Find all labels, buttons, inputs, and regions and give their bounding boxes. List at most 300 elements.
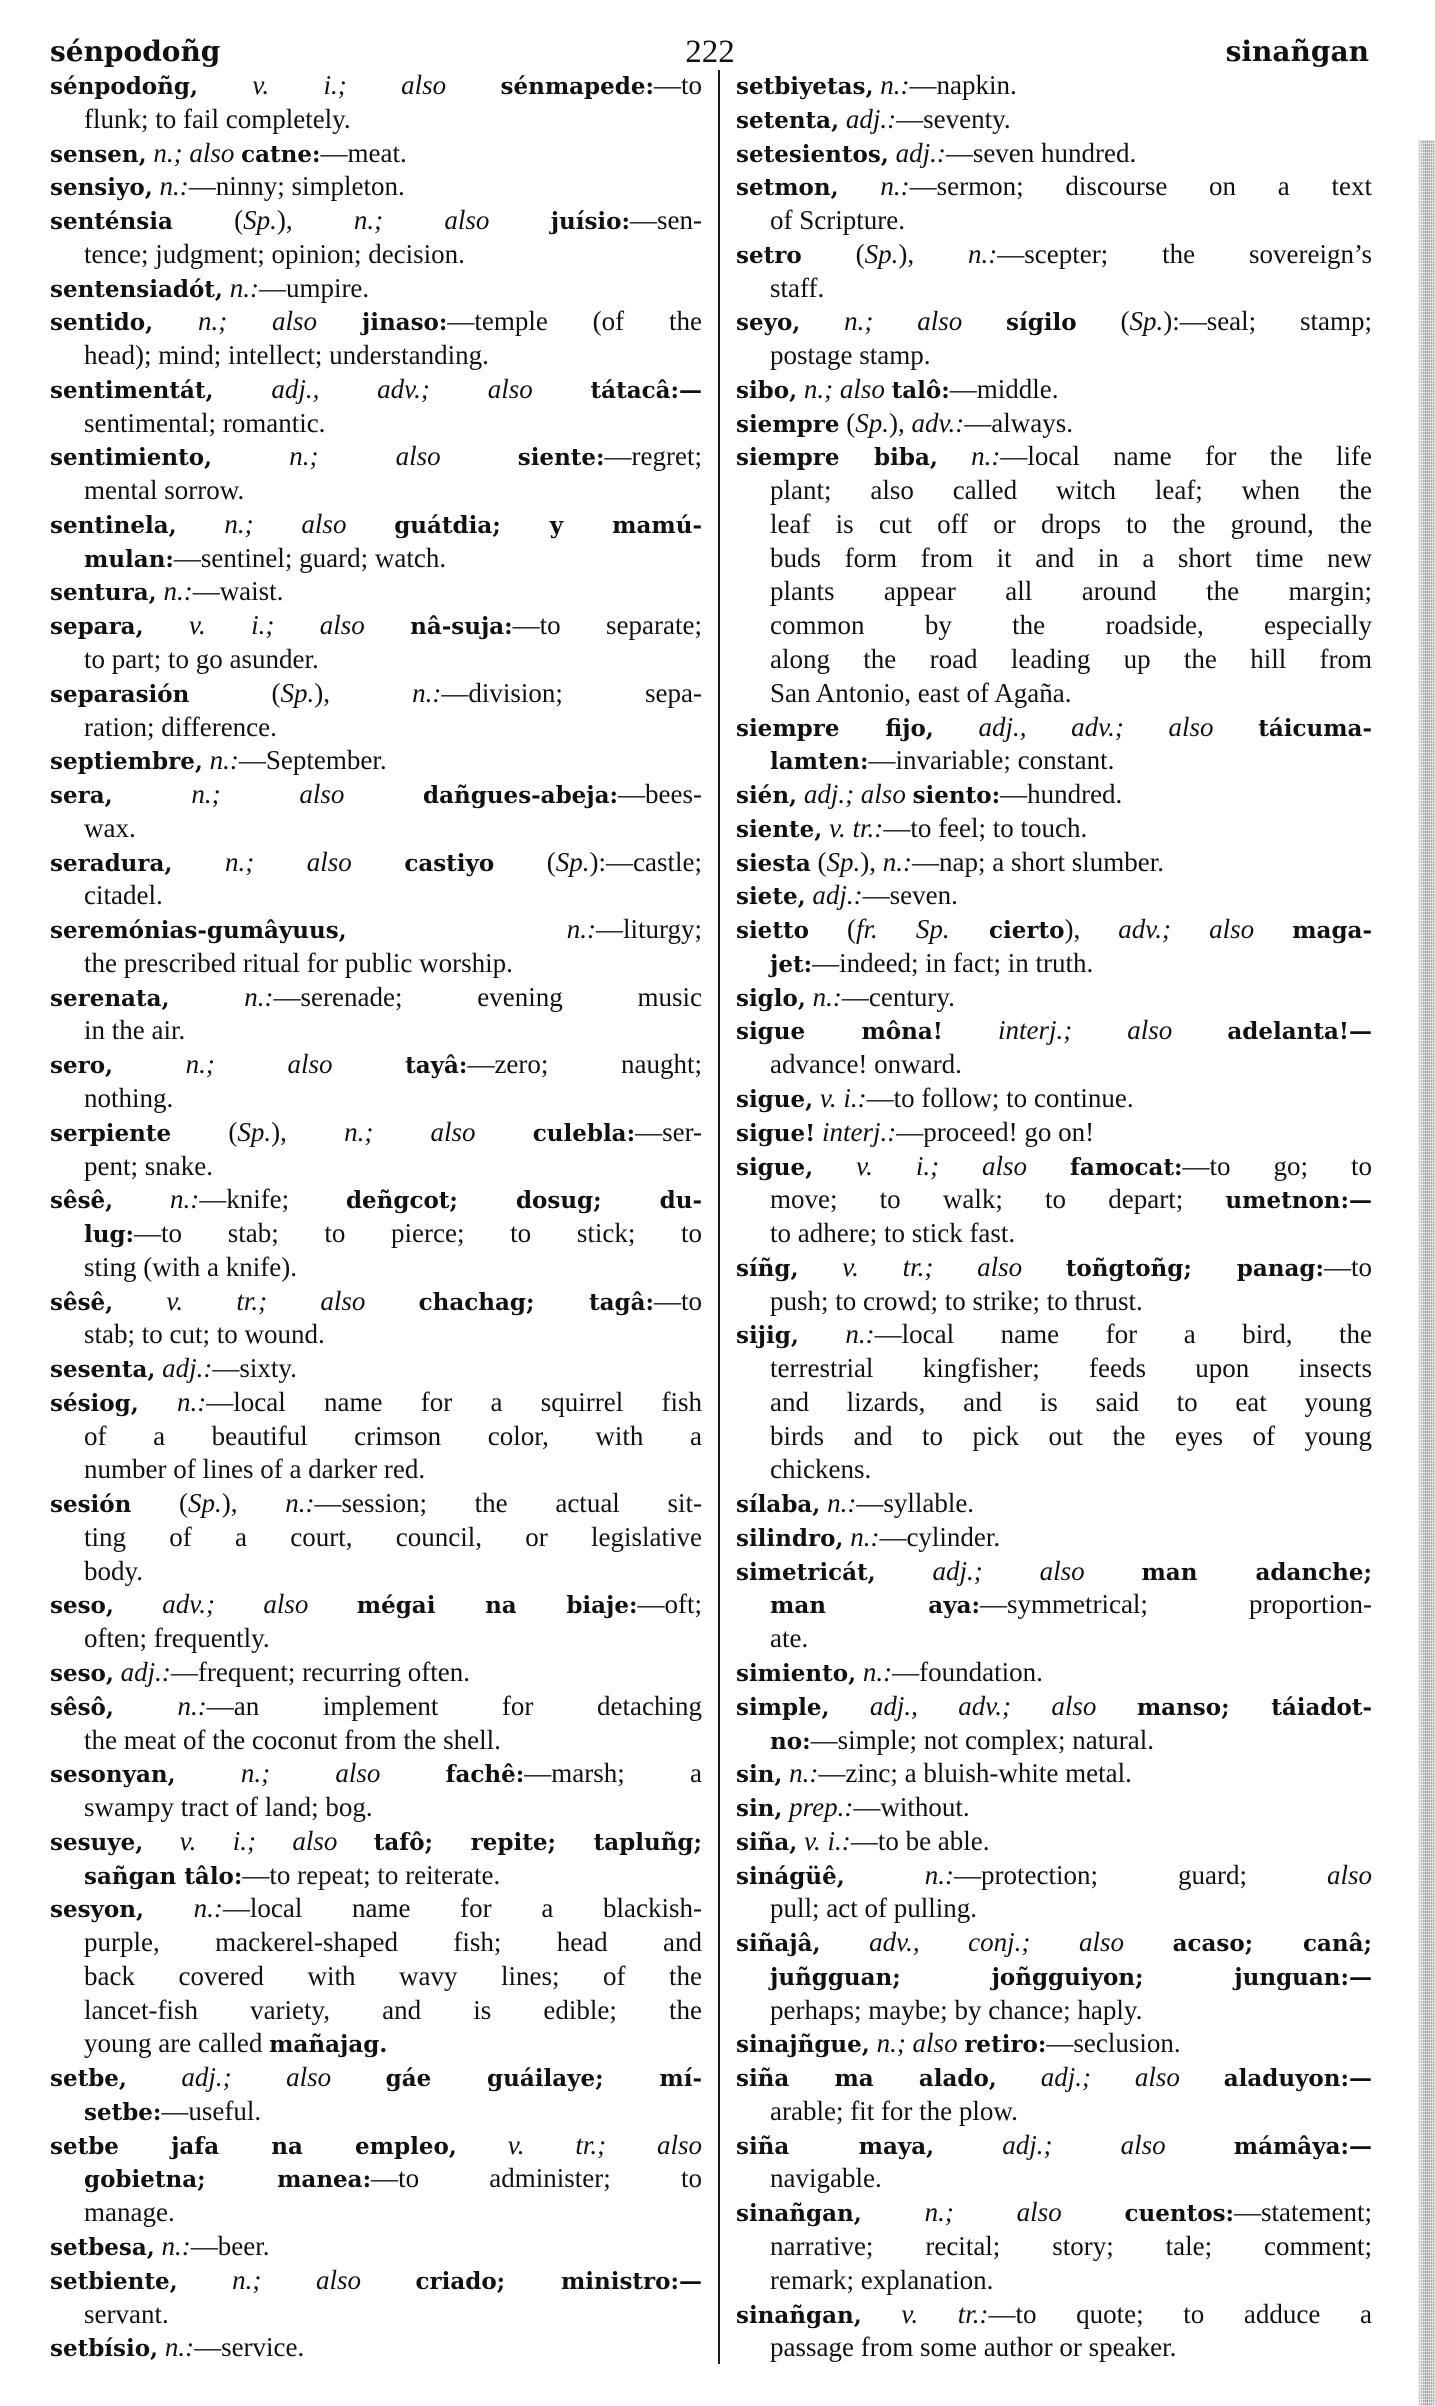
definition-text: ( <box>494 846 556 877</box>
definition-text: staff. <box>770 272 825 303</box>
definition-text: push; to crowd; to strike; to thrust. <box>770 1285 1143 1316</box>
entry-continuation-line <box>736 1217 1372 1251</box>
headword: sénpodoñg, <box>50 73 198 100</box>
definition-text: —bees- <box>618 779 702 810</box>
dictionary-entry <box>736 1318 1372 1487</box>
entry-continuation-line <box>50 474 702 508</box>
headword: seso, <box>50 1659 114 1687</box>
dictionary-entry <box>736 981 1372 1015</box>
grammar-label: v. i.; also <box>197 70 501 100</box>
bold-term: famocat: <box>1070 1153 1183 1181</box>
bold-term: fachê: <box>445 1761 525 1789</box>
dictionary-entry <box>736 913 1372 981</box>
entry-continuation-line <box>50 2196 702 2230</box>
definition-text: —local name for a blackish- <box>222 1893 702 1924</box>
dictionary-entry <box>50 1116 702 1184</box>
definition-text: number of lines of a darker red. <box>84 1454 426 1485</box>
grammar-label: n.: <box>154 2231 191 2261</box>
definition-text: leaf is cut off or drops to the ground, the <box>770 508 1372 539</box>
definition-text: —to quote; to adduce a <box>988 2298 1372 2329</box>
definition-text: terrestrial kingfisher; feeds upon insects <box>770 1353 1372 1384</box>
definition-text: ( <box>131 1488 189 1519</box>
dictionary-entry <box>736 103 1372 137</box>
dictionary-entry <box>50 2129 702 2230</box>
bold-term: acaso; canâ; <box>1172 1930 1372 1958</box>
bold-term: lamten: <box>770 748 869 776</box>
bold-term: criado; ministro:— <box>415 2267 702 2295</box>
definition-text: pent; snake. <box>84 1150 213 1181</box>
bold-term: man adanche; <box>1141 1558 1372 1586</box>
entry-continuation-line <box>50 1960 702 1994</box>
entry-continuation-line <box>50 407 702 441</box>
grammar-label: v. tr.; also <box>456 2129 702 2160</box>
entry-continuation-line <box>50 1791 702 1825</box>
dictionary-entry <box>736 1014 1372 1082</box>
definition-text: to part; to go asunder. <box>84 644 319 675</box>
entry-first-line <box>50 1825 702 1859</box>
entry-first-line <box>50 170 702 204</box>
headword: siglo, <box>736 984 806 1012</box>
grammar-label: adj.: <box>155 1353 213 1384</box>
grammar-label: Sp. <box>855 407 889 438</box>
dictionary-entry <box>50 1588 702 1656</box>
entry-continuation-line <box>50 1555 702 1589</box>
definition-text: ( <box>189 677 281 708</box>
dictionary-entry <box>736 1859 1372 1927</box>
definition-text: wax. <box>84 812 136 843</box>
definition-text: —session; the actual sit- <box>314 1488 702 1519</box>
headword: sinañgan, <box>736 2200 862 2228</box>
dictionary-entry <box>736 812 1372 846</box>
definition-text: —service. <box>194 2332 305 2363</box>
headword: sietto <box>736 917 809 945</box>
page-edge-shadow <box>1418 140 1435 2406</box>
headword: setbiente, <box>50 2267 178 2295</box>
grammar-label: Sp. <box>864 238 899 269</box>
bold-term: cierto <box>949 917 1065 945</box>
dictionary-entry <box>50 1825 702 1893</box>
entry-first-line <box>736 879 1372 913</box>
grammar-label: n.: <box>882 846 913 877</box>
grammar-label: v. i.: <box>813 1082 867 1113</box>
entry-continuation-line <box>50 1014 702 1048</box>
entry-first-line <box>736 812 1372 846</box>
headword: seremónias-gumâyuus, <box>50 917 347 945</box>
entry-continuation-line <box>50 1994 702 2028</box>
definition-text: arable; fit for the plow. <box>770 2095 1018 2126</box>
bold-term: talô: <box>891 376 950 404</box>
definition-text: —division; sepa- <box>441 677 702 708</box>
definition-text: ):—castle; <box>589 846 702 877</box>
bold-term: toñgtoñg; panag: <box>1065 1254 1324 1282</box>
entry-continuation-line <box>736 204 1372 238</box>
grammar-label: n.: <box>937 441 1001 472</box>
grammar-label: n.: <box>169 981 274 1012</box>
entry-continuation-line <box>736 272 1372 306</box>
definition-text: —to follow; to continue. <box>866 1082 1134 1113</box>
dictionary-entry <box>736 1150 1372 1251</box>
headword: setbe, <box>50 2065 127 2093</box>
dictionary-entry <box>736 305 1372 373</box>
entry-continuation-line <box>736 2162 1372 2196</box>
definition-text: the prescribed ritual for public worship. <box>84 947 513 978</box>
grammar-label: adj.: <box>805 880 863 911</box>
dictionary-entry <box>736 2298 1372 2366</box>
entry-first-line <box>736 1116 1372 1150</box>
definition-text: —zinc; a bluish-white metal. <box>818 1758 1132 1789</box>
definition-text: ( <box>172 205 244 236</box>
definition-text: plant; also called witch leaf; when the <box>770 475 1372 506</box>
entry-first-line <box>50 305 702 339</box>
grammar-label: n.; also <box>172 846 405 877</box>
grammar-label: adv.: <box>911 407 965 438</box>
headword: sera, <box>50 782 113 810</box>
entry-first-line <box>736 103 1372 137</box>
grammar-label: adj., adv.; also <box>933 711 1259 742</box>
bold-term: umetnon:— <box>1225 1187 1372 1215</box>
dictionary-entry <box>736 1555 1372 1656</box>
grammar-label: Sp. <box>826 846 861 877</box>
grammar-label: Sp. <box>1129 306 1164 337</box>
entry-first-line <box>736 2196 1372 2230</box>
guide-word-right: sinañgan <box>1225 35 1369 68</box>
headword: setbesa, <box>50 2234 155 2261</box>
headword: separasión <box>50 680 190 708</box>
headword: siña ma alado, <box>736 2065 997 2093</box>
definition-text: move; to walk; to depart; <box>770 1184 1226 1215</box>
entry-continuation-line <box>736 575 1372 609</box>
entry-first-line <box>736 440 1372 474</box>
dictionary-entry <box>50 508 702 576</box>
entry-first-line <box>736 1825 1372 1859</box>
entry-continuation-line <box>50 1318 702 1352</box>
definition-text: nothing. <box>84 1082 174 1113</box>
entry-first-line <box>736 913 1372 947</box>
grammar-label: n.: <box>805 981 842 1012</box>
definition-text: —meat. <box>320 137 407 168</box>
bold-term: manso; táiadot- <box>1136 1693 1372 1721</box>
entry-continuation-line <box>736 1183 1372 1217</box>
definition-text: remark; explanation. <box>770 2264 994 2295</box>
grammar-label: n.; also <box>869 2028 965 2059</box>
bold-term: sénmapede: <box>500 73 654 100</box>
grammar-label: v. i.; also <box>143 610 411 641</box>
bold-term: mégai na biaje: <box>356 1592 638 1620</box>
entry-continuation-line <box>736 1048 1372 1082</box>
bold-term: deñgcot; dosug; du- <box>345 1187 702 1215</box>
headword: siente, <box>736 815 823 843</box>
dictionary-entry <box>50 137 702 171</box>
entry-first-line <box>50 440 702 474</box>
entry-first-line <box>50 575 702 609</box>
entry-first-line <box>50 1352 702 1386</box>
bold-term: maga- <box>1292 917 1372 945</box>
definition-text: —sentinel; guard; watch. <box>173 542 447 573</box>
dictionary-entry <box>50 1183 702 1284</box>
entry-continuation-line <box>50 1926 702 1960</box>
headword: siña, <box>736 1828 798 1856</box>
definition-text: —ser- <box>635 1116 702 1147</box>
grammar-label: v. i.; also <box>143 1825 374 1856</box>
bold-term: juísio: <box>550 208 631 236</box>
entry-first-line <box>736 69 1372 103</box>
bold-term: setbe: <box>84 2098 162 2126</box>
definition-text: narrative; recital; story; tale; comment; <box>770 2231 1372 2261</box>
definition-text: —syllable. <box>856 1488 975 1519</box>
entry-continuation-line <box>736 744 1372 778</box>
grammar-label: n.: <box>843 1521 880 1552</box>
grammar-label: adj.; also <box>934 2129 1234 2160</box>
definition-text: —to <box>653 70 702 100</box>
grammar-label: n.; also <box>153 306 362 337</box>
entry-continuation-line <box>736 1994 1372 2028</box>
headword: seradura, <box>50 849 173 877</box>
definition-text: sentimental; romantic. <box>84 407 326 438</box>
grammar-label: also <box>1326 1859 1372 1890</box>
entry-continuation-line <box>736 1892 1372 1926</box>
grammar-label: v. tr.; also <box>113 1285 419 1316</box>
grammar-label: n.: <box>844 1859 955 1890</box>
grammar-label: n.: <box>782 1758 819 1789</box>
grammar-label: Sp. <box>237 1116 272 1147</box>
headword: síñg, <box>736 1254 799 1282</box>
entry-first-line <box>50 1386 702 1420</box>
headword: sílaba, <box>736 1491 821 1519</box>
grammar-label: n.: <box>222 272 259 303</box>
entry-first-line <box>50 2129 702 2163</box>
entry-continuation-line <box>50 103 702 137</box>
dictionary-entry <box>50 913 702 981</box>
definition-text: ), <box>860 846 883 877</box>
bold-term: no: <box>770 1727 811 1755</box>
bold-term: nâ-suja: <box>410 613 513 641</box>
grammar-label: n.; also <box>353 205 551 236</box>
entry-continuation-line <box>50 2162 702 2196</box>
headword: simetricát, <box>736 1558 876 1586</box>
dictionary-entry <box>50 2061 702 2129</box>
headword: sentura, <box>50 579 157 607</box>
headword: setbísio, <box>50 2335 159 2363</box>
entry-first-line <box>736 1555 1372 1589</box>
definition-text: —marsh; a <box>524 1758 702 1789</box>
definition-text: —indeed; in fact; in truth. <box>812 947 1094 978</box>
headword: seso, <box>50 1592 114 1620</box>
entry-first-line <box>50 1656 702 1690</box>
entry-continuation-line <box>736 643 1372 677</box>
entry-continuation-line <box>50 879 702 913</box>
grammar-label: n.; also <box>112 779 424 810</box>
definition-text: —beer. <box>190 2231 270 2261</box>
entry-first-line <box>50 744 702 778</box>
entry-continuation-line <box>736 1960 1372 1994</box>
definition-text: —middle. <box>949 373 1059 404</box>
headword: sêsê, <box>50 1288 114 1316</box>
entry-continuation-line <box>50 2095 702 2129</box>
entry-continuation-line <box>50 1420 702 1454</box>
entry-first-line <box>736 711 1372 745</box>
definition-text: ( <box>810 846 827 877</box>
dictionary-entry <box>736 440 1372 710</box>
entry-continuation-line <box>736 339 1372 373</box>
dictionary-entry <box>50 981 702 1049</box>
definition-text: —sermon; discourse on a text <box>909 171 1372 202</box>
entry-first-line <box>736 305 1372 339</box>
entry-continuation-line <box>736 1420 1372 1454</box>
headword: sentimentát, <box>50 376 214 404</box>
headword: sesión <box>50 1491 132 1519</box>
entry-first-line <box>736 407 1372 441</box>
entry-first-line <box>736 373 1372 407</box>
grammar-label: n.: <box>285 1488 315 1519</box>
dictionary-entry <box>50 1690 702 1758</box>
grammar-label: n.; also <box>113 1049 406 1080</box>
definition-text: —to <box>654 1285 702 1316</box>
bold-term: lug: <box>84 1221 135 1249</box>
bold-term: mulan: <box>84 545 174 573</box>
dictionary-entry <box>50 1352 702 1386</box>
dictionary-entry <box>50 677 702 745</box>
definition-text: —without. <box>853 1792 970 1823</box>
entry-continuation-line <box>50 1082 702 1116</box>
entry-first-line <box>736 1150 1372 1184</box>
dictionary-entry <box>736 1487 1372 1521</box>
dictionary-entry <box>50 609 702 677</box>
headword: setro <box>736 241 802 269</box>
definition-text: —proceed! go on! <box>896 1116 1095 1147</box>
definition-text: ( <box>801 238 865 269</box>
entry-first-line <box>50 204 702 238</box>
grammar-label: interj.: <box>815 1116 897 1147</box>
definition-text: —to separate; <box>512 610 702 641</box>
dictionary-entry <box>736 2061 1372 2129</box>
entry-first-line <box>736 1757 1372 1791</box>
definition-text: San Antonio, east of Agaña. <box>770 677 1072 708</box>
entry-continuation-line <box>736 1588 1372 1622</box>
definition-text: advance! onward. <box>770 1049 962 1080</box>
headword: setenta, <box>736 106 840 134</box>
entry-first-line <box>50 272 702 306</box>
grammar-label: n.: <box>838 171 910 202</box>
dictionary-entry <box>736 778 1372 812</box>
entry-first-line <box>50 373 702 407</box>
grammar-label: v. tr.: <box>822 812 884 843</box>
entry-first-line <box>50 137 702 171</box>
definition-text: ting of a court, council, or legislative <box>84 1521 702 1552</box>
entry-continuation-line <box>50 1724 702 1758</box>
entry-continuation-line <box>736 1724 1372 1758</box>
headword: setmon, <box>736 174 839 202</box>
dictionary-entry <box>736 1082 1372 1116</box>
definition-text: young are called <box>84 2028 270 2059</box>
bold-term: juñgguan; joñgguiyon; junguan:— <box>770 1963 1372 1991</box>
bold-term: mámâya:— <box>1233 2132 1372 2160</box>
definition-text: flunk; to fail completely. <box>84 103 351 134</box>
definition-text: common by the roadside, especially <box>770 610 1372 641</box>
entry-first-line <box>736 1859 1372 1893</box>
definition-text: —seclusion. <box>1046 2028 1181 2059</box>
entry-first-line <box>736 238 1372 272</box>
definition-text: —regret; <box>604 441 702 472</box>
dictionary-entry <box>50 1757 702 1825</box>
grammar-label: n.: <box>113 1690 207 1721</box>
entry-first-line <box>736 1082 1372 1116</box>
definition-text: —oft; <box>637 1589 702 1620</box>
grammar-label: v. tr.: <box>861 2298 989 2329</box>
definition-text: ate. <box>770 1623 809 1654</box>
grammar-label: v. i.; also <box>813 1150 1071 1181</box>
entry-first-line <box>736 1318 1372 1352</box>
headword: sesenta, <box>50 1356 156 1384</box>
dictionary-entry <box>736 1251 1372 1319</box>
entry-continuation-line <box>736 1386 1372 1420</box>
entry-continuation-line <box>736 1285 1372 1319</box>
definition-text: —nap; a short slumber. <box>912 846 1165 877</box>
entry-continuation-line <box>50 238 702 272</box>
definition-text: buds form from it and in a short time new <box>770 542 1372 573</box>
headword: sigue! <box>736 1119 816 1147</box>
grammar-label: n.: <box>158 2332 195 2363</box>
grammar-label: n.: <box>856 1656 893 1687</box>
guide-word-left: sénpodoñg <box>50 35 221 68</box>
headword: sensiyo, <box>50 174 153 202</box>
headword: siñajâ, <box>736 1930 821 1958</box>
definition-text: body. <box>84 1555 143 1586</box>
entry-continuation-line <box>50 947 702 981</box>
dictionary-entry <box>736 2129 1372 2197</box>
definition-text: back covered with wavy lines; of the <box>84 1960 702 1991</box>
headword: setbe jafa na empleo, <box>50 2132 457 2160</box>
entry-continuation-line <box>736 609 1372 643</box>
definition-text: citadel. <box>84 880 163 911</box>
bold-term: catne: <box>241 140 321 168</box>
grammar-label: Sp. <box>555 846 590 877</box>
grammar-label: Sp. <box>243 205 277 236</box>
definition-text: —serenade; evening music <box>273 981 702 1012</box>
entry-first-line <box>736 2061 1372 2095</box>
grammar-label: Sp. <box>188 1488 222 1519</box>
entry-continuation-line <box>736 508 1372 542</box>
grammar-label: interj.; also <box>942 1015 1228 1046</box>
entry-first-line <box>736 137 1372 171</box>
entry-first-line <box>50 1892 702 1926</box>
entry-first-line <box>736 1487 1372 1521</box>
headword: sigue, <box>736 1153 814 1181</box>
grammar-label: n.: <box>202 745 239 776</box>
definition-text: ration; difference. <box>84 711 277 742</box>
entry-continuation-line <box>736 677 1372 711</box>
entry-first-line <box>50 913 702 947</box>
headword: sêsê, <box>50 1187 114 1215</box>
definition-text: swampy tract of land; bog. <box>84 1792 373 1823</box>
definition-text: —knife; <box>199 1184 346 1215</box>
definition-text: ( <box>839 407 856 438</box>
bold-term: siento: <box>912 782 1001 810</box>
dictionary-entry <box>50 1892 702 2061</box>
entry-continuation-line <box>736 1453 1372 1487</box>
definition-text: ):—seal; stamp; <box>1163 306 1372 337</box>
definition-text: stab; to cut; to wound. <box>84 1319 325 1350</box>
headword: sinajñgue, <box>736 2031 870 2059</box>
dictionary-entry <box>736 407 1372 441</box>
entry-continuation-line <box>50 1150 702 1184</box>
definition-text: —hundred. <box>1000 779 1123 810</box>
dictionary-entry <box>50 1285 702 1353</box>
definition-text: the meat of the coconut from the shell. <box>84 1724 501 1755</box>
entry-first-line <box>50 1690 702 1724</box>
headword: sentido, <box>50 309 154 337</box>
entry-continuation-line <box>736 2331 1372 2365</box>
entry-continuation-line <box>50 1521 702 1555</box>
